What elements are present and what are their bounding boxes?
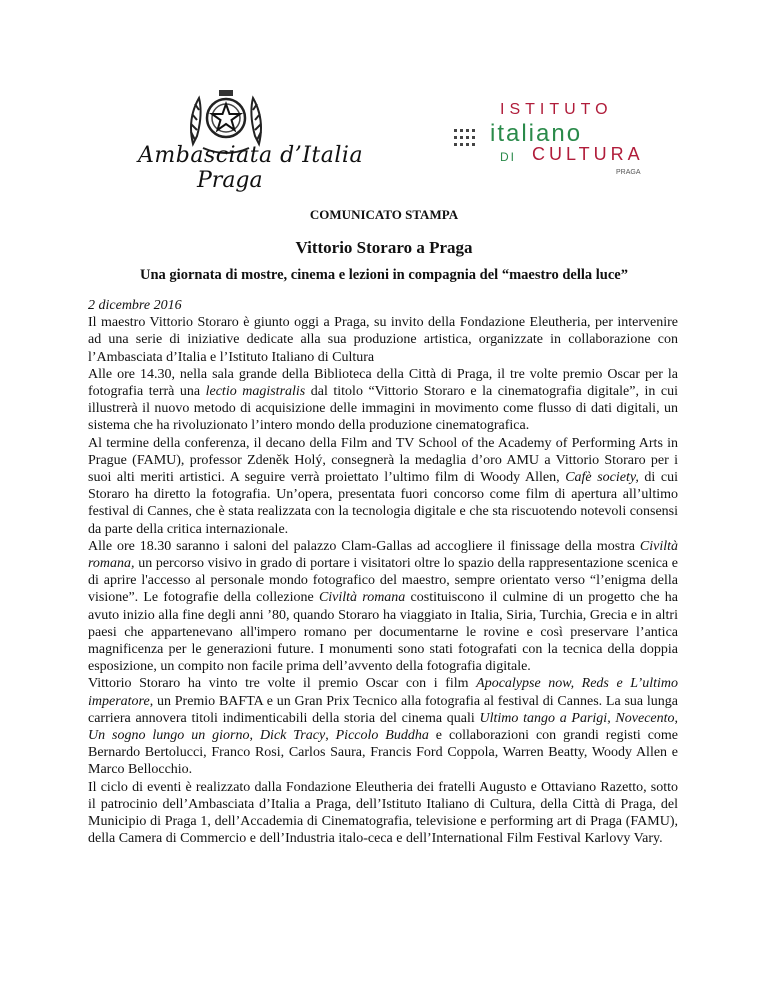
iic-logo-city: PRAGA bbox=[616, 169, 641, 176]
paragraph-6: Il ciclo di eventi è realizzato dalla Fondazione Eleutheria dei fratelli Augusto e Ottaviano Razetto, sotto il patrocinio dell’Ambasciata d’Italia a Praga, dell’Istituto Italiano di Cultura, della Città di Praga, del Municipio di Praga 1, dell’Accademia di Cinematografia, televisione e performing art di Praga (FAMU), della Camera di Commercio e dell’Industria italo-ceca e dell’International Film Festival Karlovy Vary. bbox=[88, 779, 678, 847]
iic-logo-di: DI bbox=[500, 150, 516, 164]
paragraph-3: Al termine della conferenza, il decano della Film and TV School of the Academy of Performing Arts in Prague (FAMU), professor Zdeněk Holý, consegnerà la medaglia d’oro AMU a Vittorio Storaro per i suoi alti meriti artistici. A seguire verrà proiettato l’ultimo film di Woody Allen, Cafè society, di cui Storaro ha diretto la fotografia. Un’opera, presentata fuori concorso come film di apertura all’ultimo festival di Cannes, che è stata realizzata con la tecnologia digitale e che sta riscuotendo notevoli consensi da parte della critica internazionale. bbox=[88, 435, 678, 537]
article-body bbox=[88, 297, 678, 848]
iic-logo-istituto: ISTITUTO bbox=[500, 101, 613, 118]
paragraph-2: Alle ore 14.30, nella sala grande della Biblioteca della Città di Praga, il tre volte premio Oscar per la fotografia terrà una lectio magistralis dal titolo “Vittorio Storaro e la cinematografia digitale”, in cui illustrerà il nuovo metodo di acquisizione delle immagini in movimento come flusso di dati digitali, un sistema che ha rivoluzionato l’intero mondo della produzione cinematografica. bbox=[88, 366, 678, 434]
press-release-label: COMUNICATO STAMPA bbox=[309, 207, 459, 222]
paragraph-4: Alle ore 18.30 saranno i saloni del palazzo Clam-Gallas ad accogliere il finissage della mostra Civiltà romana, un percorso visivo in grado di portare i visitatori oltre lo spazio della rappresentazione scenica e di aprire l'accesso al personale mondo fotografico del maestro, sempre orientato verso “l’enigma della visione”. Le fotografie della collezione Civiltà romana costituiscono il culmine di un progetto che ha avuto inizio alla fine degli anni ’80, quando Storaro ha viaggiato in Italia, Siria, Turchia, Grecia e in altri paesi che appartenevano all'impero romano per documentarne le rovine e così preservare l’antica magnificenza per le generazioni future. I monumenti sono stati fotografati con la tecnica della doppia esposizione, un compito non facile prima dell’avvento della fotografia digitale. bbox=[88, 538, 678, 675]
page-title: Vittorio Storaro a Praga bbox=[295, 238, 473, 257]
embassy-name-line1: Ambasciata d’Italia bbox=[138, 143, 364, 168]
embassy-name-line2: Praga bbox=[197, 168, 263, 193]
page-subtitle: Una giornata di mostre, cinema e lezioni in compagnia del “maestro della luce” bbox=[140, 267, 628, 283]
iic-dots-icon bbox=[454, 127, 482, 147]
article-date: 2 dicembre 2016 bbox=[88, 298, 182, 313]
logo-area bbox=[0, 0, 768, 200]
iic-logo-italiano: italiano bbox=[490, 120, 583, 147]
paragraph-5: Vittorio Storaro ha vinto tre volte il premio Oscar con i film Apocalypse now, Reds e L’ultimo imperatore, un Premio BAFTA e un Gran Prix Tecnico alla fotografia al festival di Cannes. La sua lunga carriera annovera titoli indimenticabili della storia del cinema quali Ultimo tango a Parigi, Novecento, Un sogno lungo un giorno, Dick Tracy, Piccolo Buddha e collaborazioni con grandi registi come Bernardo Bertolucci, Franco Rosi, Carlos Saura, Francis Ford Coppola, Warren Beatty, Woody Allen e Marco Bellocchio. bbox=[88, 676, 679, 778]
paragraph-1: Il maestro Vittorio Storaro è giunto oggi a Praga, su invito della Fondazione Eleutheria, per intervenire ad una serie di iniziative dedicate alla sua produzione artistica, organizzate in collaborazione con l’Ambasciata d’Italia e l’Istituto Italiano di Cultura bbox=[88, 315, 678, 365]
iic-logo-cultura: CULTURA bbox=[532, 144, 644, 164]
